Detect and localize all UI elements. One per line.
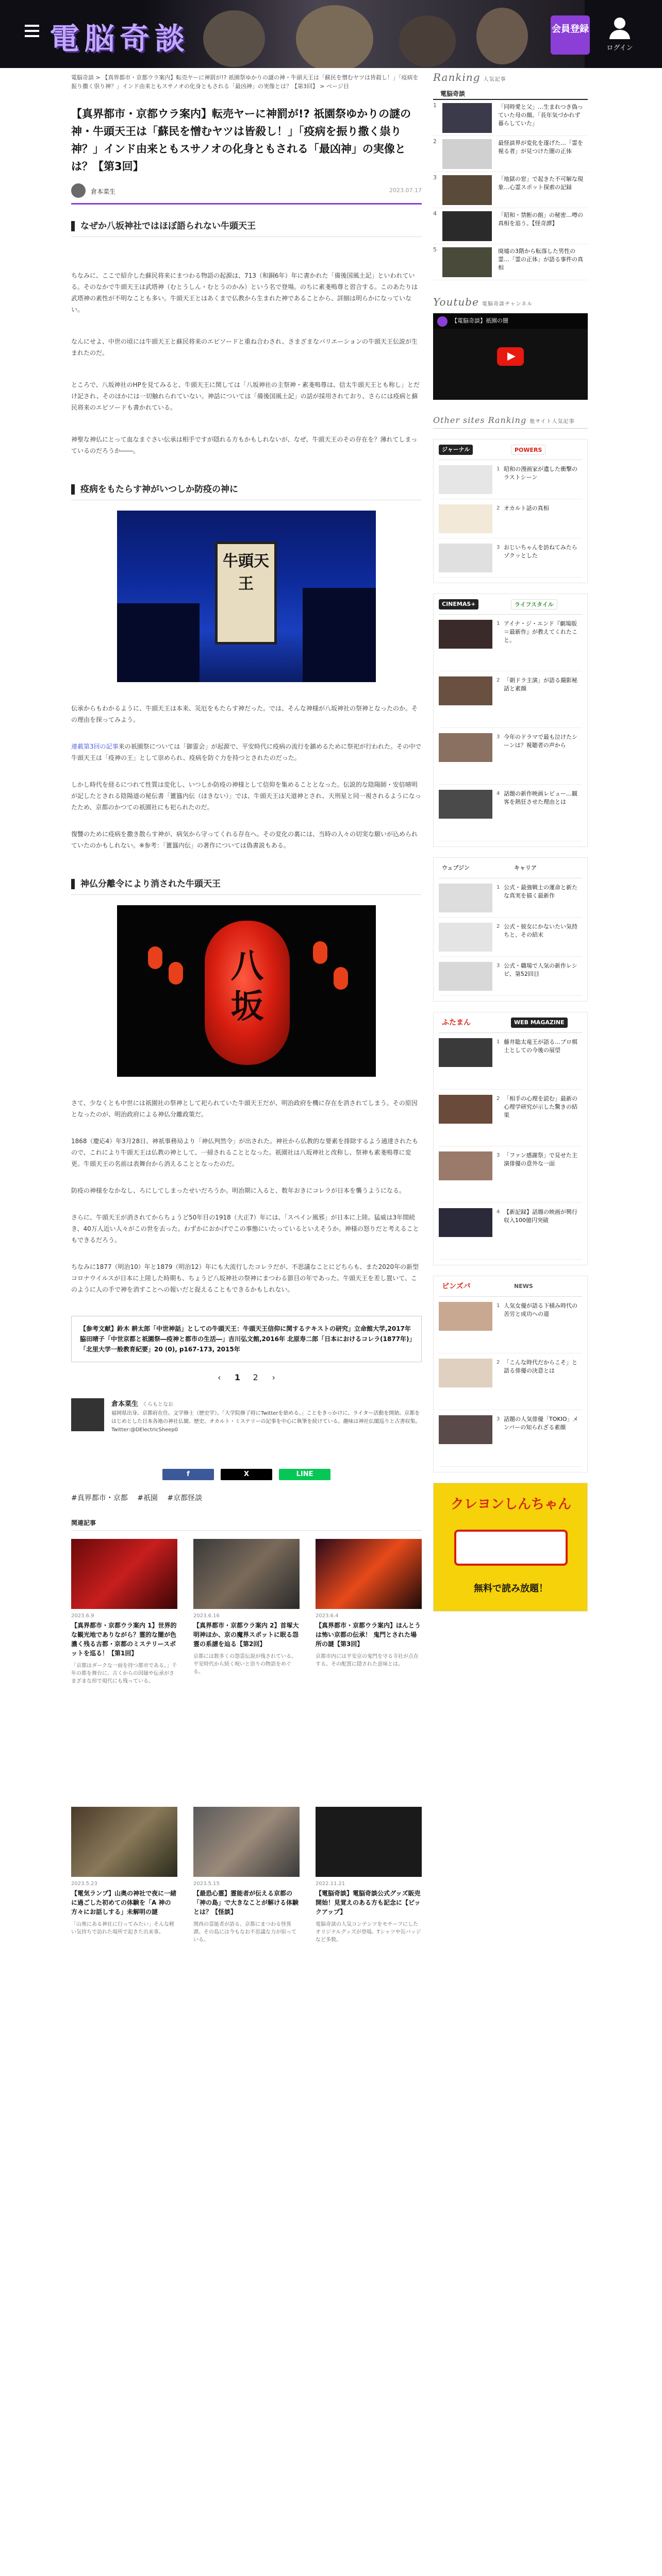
section-divider: [71, 236, 422, 237]
related-card[interactable]: [316, 1807, 422, 1944]
inline-link[interactable]: 連載第3回の記事: [71, 743, 119, 750]
play-icon[interactable]: [497, 347, 524, 366]
ranking-item[interactable]: 4 「昭和・禁断の館」の秘密…噂の真相を追う。【怪奇譚】: [433, 208, 588, 244]
related-card[interactable]: [316, 1539, 422, 1668]
other-site-item[interactable]: 2 公式・彼女にかないたい気持ちと、その結末: [439, 918, 582, 957]
other-site-item[interactable]: 1 昭和の漫画家が遺した衝撃のラストシーン: [439, 460, 582, 499]
title-divider: [71, 203, 422, 205]
tag-list: [71, 1493, 422, 1503]
account-label: ログイン: [606, 44, 633, 52]
related-thumbnail[interactable]: [71, 1807, 177, 1877]
profile-name[interactable]: 倉本菜生 くらもとなお: [111, 1400, 174, 1408]
ranking-tab[interactable]: 電脳奇談: [433, 89, 588, 100]
related-date: 2023.5.15: [193, 1881, 220, 1887]
facebook-share-button[interactable]: f: [162, 1469, 214, 1480]
related-title[interactable]: 【真界都市・京都ウラ案内】ほんとうは怖い京都の伝承！ 鬼門とされた場所の謎【第3回】: [316, 1622, 421, 1648]
site-logo-tab[interactable]: ウェブジン: [442, 865, 470, 871]
other-site-block: [433, 857, 588, 1002]
article-photo-sign: [117, 511, 376, 682]
related-thumbnail[interactable]: [193, 1539, 300, 1609]
other-site-item[interactable]: 1 人気女優が語る下積み時代の苦労と成功への道: [439, 1297, 582, 1353]
paragraph: ちなみに、ここで紹介した蘇民将来にまつわる物語の起源は、713（和銅6年）年に書かれた「備後国風土記」といわれている。そのなかで牛頭天王は武塔神（むとうしん・むとうのかみ）という名で登場。のちに素戔嗚尊と習合する。このあたりは武塔神の素性が不明なことも多い。牛頭天王とはあくまで仏教から生まれた神であることから、詳細は明らかになっていない。: [71, 272, 418, 313]
tag-link[interactable]: #京都怪談: [167, 1494, 203, 1502]
related-excerpt: 電脳奇談の人気コンテンツをモチーフにしたオリジナルグッズが登場。Tシャツや缶バッジなど多数。: [316, 1922, 421, 1943]
other-site-block: [433, 594, 588, 847]
other-site-item[interactable]: 2 「相手の心理を読む」最新の心理学研究が示した驚きの結果: [439, 1090, 582, 1146]
tag-link[interactable]: #祇園: [137, 1494, 158, 1502]
other-site-item[interactable]: 2 オカルト話の真相: [439, 499, 582, 538]
related-date: 2023.5.23: [71, 1881, 97, 1887]
ad-banner[interactable]: [433, 1483, 588, 1612]
related-thumbnail[interactable]: [316, 1807, 422, 1877]
site-logo-tab[interactable]: WEB MAGAZINE: [511, 1018, 568, 1028]
other-site-item[interactable]: 1 公式・最強戦士の運命と新たな真実を描く最新作: [439, 878, 582, 918]
related-title[interactable]: 【真界都市・京都ウラ案内 2】首塚大明神ほか、京の魔界スポットに眠る怨霊の系譜を辿る【第2回】: [193, 1622, 299, 1648]
page-1[interactable]: 1: [234, 1372, 241, 1382]
channel-avatar: [437, 316, 448, 327]
other-site-item[interactable]: 2 「こんな時代だからこそ」と語る俳優の決意とは: [439, 1353, 582, 1410]
ranking-title: Ranking 人気記事: [433, 71, 506, 83]
related-date: 2023.6.4: [316, 1613, 339, 1619]
related-excerpt: 京都市内には平安京の鬼門を守る寺社が点在する。その配置に隠された意味とは。: [316, 1654, 419, 1667]
site-logo-tab[interactable]: ライフスタイル: [511, 599, 557, 609]
paragraph: さらに、牛頭天王が消されてからちょうど50年目の1918（大正7）年には、「スペイン風邪」が日本に上陸。猛威は3年間続き、40万人近い人々がこの世を去った。わずかにおかげでこの事態にいたっているといえそうか。神様の怒りだと考えることもできるだろう。: [71, 1214, 419, 1244]
paragraph: 連載第3回の記事来の祇園祭については「御霊会」が起源で、平安時代に疫病の流行を鎮めるために祭祀が行われた。その中で牛頭天王は「疫神の王」として崇められ、疫病を防ぐ力を持つとされたのだった。: [71, 743, 422, 761]
youtube-embed[interactable]: [433, 313, 588, 400]
ranking-list: [433, 100, 588, 280]
paragraph: しかし時代を経るにつれて性質は変化し、いつしか防疫の神様として信仰を集めることとなった。伝説的な陰陽師・安倍晴明が記したとされる陰陽道の秘伝書「簠簋内伝（ほきない）」では、牛頭天王は天道神とされ、天刑星と同一視されるようになったため、京都のかつての祇園社にも祀られたのだ。: [71, 781, 421, 811]
reference-box: 【参考文献】鈴木 耕太郎「中世神話」としての牛頭天王：牛頭天王信仰に関するテキストの研究」立命館大学,2017年 脇田晴子「中世京都と祇園祭―疫神と都市の生活―」吉川弘文館,2016年 北原寿二郎「日本におけるコレラ(1877年)」「北里大学一般教育紀要」20 (0), p167-173, 2015年: [71, 1316, 422, 1362]
ad-title: クレヨンしんちゃん: [450, 1497, 571, 1512]
other-site-block: [433, 1012, 588, 1265]
paragraph: 神聖な神仏にとって血なまぐさい伝承は相手ですが隠れる方もかもしれないが、なぜ、牛頭天王のその存在を？薄れてしまっているのだろうか――。: [71, 436, 418, 454]
author-avatar[interactable]: [71, 183, 86, 198]
related-articles: [71, 1539, 422, 2106]
site-logo-tab[interactable]: ジャーナル: [439, 445, 473, 455]
share-buttons: [71, 1468, 422, 1480]
author-name[interactable]: 倉本菜生: [91, 188, 116, 195]
publish-date: 2023.07.17: [389, 187, 422, 194]
paragraph: ところで、八坂神社のHPを見てみると、牛頭天王に関しては「八坂神社の主祭神・素戔嗚尊は、信太牛頭天王とも称し」とだけ記され、そのほかには一切触れられていない。神話については「備後国風土記」の話が採用されており、さらには疫病と蘇民将来のエピソードも書かれている。: [71, 381, 420, 411]
ad-subtitle: 無料で読み放題！: [474, 1583, 548, 1594]
ranking-item[interactable]: 1 「同時愛と父」…生まれつき偽っていた母の顔。「長年気づかれず暮らしていた」: [433, 100, 588, 136]
youtube-video-title: 【電脳奇談】祇園の闇: [452, 317, 508, 324]
other-site-item[interactable]: 4 【新記録】話題の映画が興行収入100億円突破: [439, 1203, 582, 1260]
author-profile: [71, 1398, 422, 1460]
breadcrumb[interactable]: 電脳奇談 > 【真界都市・京都ウラ案内】転売ヤーに神罰が!? 祇園祭ゆかりの謎の神・牛頭天王は「蘇民を憎むヤツは皆殺し！」「疫病を振り撒く祟り神？」インド由来ともスサノオの化身ともされる「最凶神」の実像とは？【第3回】 > ページ目: [71, 74, 419, 90]
site-logo-tab[interactable]: キャリア: [514, 865, 537, 871]
sidebar: [433, 71, 588, 1612]
section-heading: なぜか八坂神社ではほぼ語られない牛頭天王: [71, 219, 422, 233]
section-heading: 疫病をもたらす神がいつしか防疫の神に: [71, 482, 422, 497]
related-title[interactable]: 【電気ランプ】山奥の神社で夜に一緒に過ごした初めての体験を「A 神の方々にお話しする」未解明の謎: [71, 1890, 177, 1916]
other-site-item[interactable]: 3 公式・職場で人気の新作レシピ、第52回目: [439, 957, 582, 996]
ranking-item[interactable]: 3 「地獄の窓」で起きた不可解な現象…心霊スポット探索の記録: [433, 172, 588, 208]
paragraph: ちなみに1877（明治10）年と1879（明治12）年にも大流行したコレラだが、不思議なことにどちらも、また2020年の新型コロナウイルスが日本に上陸した時期も、ちょうど八坂神社の祭神にまつわる節目の年であった。牛頭天王を差し置いて、このように人の手で神を消すことへの報いだと捉えることもできるかもしれない。: [71, 1263, 419, 1293]
other-site-item[interactable]: 3 話題の人気俳優「TOKIO」メンバーの知られざる素顔: [439, 1410, 582, 1467]
next-page-icon[interactable]: ›: [272, 1372, 275, 1382]
related-excerpt: 「京都はダークな一面を持つ都市である。」千年の都を舞台に、古くからの因縁や伝承がさまざまな形で現代にも残っている。: [71, 1663, 177, 1684]
related-title[interactable]: 【真界都市・京都ウラ案内 1】世界的な観光地でありながら？霊的な闇が色濃く残る古都・京都のミステリースポットを巡る！【第1回】: [71, 1622, 177, 1657]
section-divider: [71, 894, 422, 895]
related-title[interactable]: 【電脳奇談】電脳奇談公式グッズ販売開始！見覚えのある方も記念に【ピックアップ】: [316, 1890, 421, 1916]
paragraph: なんにせよ、中世の頃には牛頭天王と蘇民将来のエピソードと重ね合わされ、さまざまなバリエーションの牛頭天王伝説が生まれたのだ。: [71, 338, 418, 357]
related-excerpt: 京都には数多くの怨霊伝説が残されている。平安時代から続く呪いと祟りの物語をめぐる。: [193, 1654, 296, 1675]
site-logo-tab[interactable]: NEWS: [514, 1283, 533, 1290]
related-card[interactable]: [71, 1539, 177, 1685]
line-share-button[interactable]: LINE: [279, 1469, 330, 1480]
other-site-item[interactable]: 1 アイナ・ジ・エンド『劇場版＝最新作』が教えてくれたこと。: [439, 615, 582, 671]
profile-description: 福岡県出身。京都府在住。文学修士（歴史学）。「大学院修了時にTwitterを始める。」ことをきっかけに、ライター活動を開始。京都をはじめとした日本各地の神社仏閣、歴史、オカルト・ミステリーの記事を中心に執筆を続けている。趣味は神社仏閣巡りと古書収集。Twitter:@DElectricSheep0: [111, 1411, 421, 1433]
site-header: [0, 0, 662, 68]
account-icon[interactable]: [604, 18, 635, 54]
related-heading: 関連記事: [71, 1519, 96, 1527]
other-site-item[interactable]: 1 藤井聡太竜王が語る…プロ棋士としての今後の展望: [439, 1033, 582, 1090]
related-thumbnail[interactable]: [316, 1539, 422, 1609]
site-logo-tab[interactable]: CINEMAS+: [439, 599, 478, 609]
related-card[interactable]: [193, 1539, 300, 1676]
section-heading: 神仏分離令により消された牛頭天王: [71, 877, 422, 891]
related-excerpt: 「山奥にある神社に行ってみたい」そんな軽い気持ちで訪れた場所で起きた出来事。: [71, 1922, 174, 1935]
other-site-block: [433, 1276, 588, 1472]
article-main: [71, 71, 422, 2106]
related-divider: [71, 1530, 422, 1531]
prev-page-icon[interactable]: ‹: [218, 1372, 221, 1382]
paragraph: さて、少なくとも中世には祇園社の祭神として祀られていた牛頭天王だが、明治政府を機に存在を消されてしまう。その原因となったのが、明治政府による神仏分離政策だ。: [71, 1099, 418, 1118]
page-2[interactable]: 2: [253, 1372, 258, 1382]
header-banner-image: [141, 0, 585, 68]
photo-sign-text: 牛頭天王: [215, 541, 277, 645]
related-date: 2022.11.21: [316, 1881, 345, 1887]
paragraph: 復讐のために疫病を撒き散らす神が、病気から守ってくれる存在へ。その変化の裏には、当時の人々の切実な願いが込められていたのかもしれない。※参考：「簠簋内伝」の著作については偽書説もある。: [71, 831, 418, 849]
article-title: 【真界都市・京都ウラ案内】転売ヤーに神罰が!? 祇園祭ゆかりの謎の神・牛頭天王は「蘇民を憎むヤツは皆殺し！」「疫病を振り撒く祟り神？」インド由来ともスサノオの化身ともされる「最凶神」の実像とは？【第3回】: [71, 108, 411, 173]
other-sites-title: Other sites Ranking 他サイト人気記事: [433, 415, 575, 425]
member-register-button[interactable]: 会員登録: [551, 15, 590, 55]
site-logo-tab[interactable]: ピンズバ: [442, 1282, 471, 1291]
other-site-item[interactable]: 3 「ファン感謝祭」で見せた主演俳優の意外な一面: [439, 1146, 582, 1203]
other-sites-divider: [433, 428, 588, 429]
related-card[interactable]: [71, 1807, 177, 1936]
pagination: [71, 1372, 422, 1388]
related-date: 2023.6.9: [71, 1613, 94, 1619]
ranking-item[interactable]: 2 最怪談界が変化を遂げた…「霊を視る者」が見つけた闇の正体: [433, 136, 588, 172]
other-site-block: [433, 439, 588, 583]
other-site-item[interactable]: 4 話題の新作映画レビュー…観客を熱狂させた理由とは: [439, 785, 582, 841]
author-row: [71, 183, 422, 199]
paragraph: 伝承からもわかるように、牛頭天王は本来、災厄をもたらす神だった。では、そんな神様が八坂神社の祭神となったのか。その理由を探ってみよう。: [71, 705, 418, 723]
related-card[interactable]: [193, 1807, 300, 1944]
site-logo-tab[interactable]: ふたまん: [442, 1019, 471, 1027]
x-share-button[interactable]: X: [221, 1469, 272, 1480]
site-logo-tab[interactable]: POWERS: [511, 445, 545, 455]
other-site-item[interactable]: 2 「朝ドラ主演」が語る撮影秘話と素顔: [439, 671, 582, 728]
youtube-title: Youtube 電脳奇談チャンネル: [433, 296, 533, 308]
related-thumbnail[interactable]: [71, 1539, 177, 1609]
related-thumbnail[interactable]: [193, 1807, 300, 1877]
ranking-item[interactable]: 5 廃墟の3階から転落した男性の霊…「霊の正体」が語る事件の真相: [433, 244, 588, 280]
paragraph: 1868（慶応4）年3月28日、神祇事務局より「神仏判然令」が出された。神社から仏教的な要素を排除するよう通達されたもので、これにより牛頭天王は仏教の神として、一掃されることとなった。祇園社は八坂神社と改称し、祭神も素戔嗚尊に変更。牛頭天王の名前は表舞台から消えることとなったのだ。: [71, 1138, 419, 1167]
related-excerpt: 関西の霊能者が語る、京都にまつわる怪異譚。その島には今もなお不思議な力が宿っている。: [193, 1922, 296, 1943]
lantern-text: 八坂: [230, 947, 264, 1026]
related-title[interactable]: 【最恐心霊】霊能者が伝える京都の「神の島」で大きなことが解ける体験とは？【怪談】: [193, 1890, 299, 1916]
paragraph: 防疫の神様をなかなし、ろにしてしまったせいだろうか。明治期に入ると、数年おきにコレラが日本を襲うようになる。: [71, 1187, 406, 1194]
profile-photo[interactable]: [71, 1398, 104, 1431]
article-photo-lantern: [117, 905, 376, 1077]
menu-icon[interactable]: [25, 25, 39, 37]
other-site-item[interactable]: 3 おじいちゃんを訪ねてみたらゾクッとした: [439, 538, 582, 578]
site-logo[interactable]: 電脳奇談: [49, 21, 190, 56]
related-date: 2023.6.16: [193, 1613, 220, 1619]
tag-link[interactable]: #真界都市・京都: [71, 1494, 128, 1502]
other-site-item[interactable]: 3 今年のドラマで最も泣けたシーンは？視聴者の声から: [439, 728, 582, 785]
